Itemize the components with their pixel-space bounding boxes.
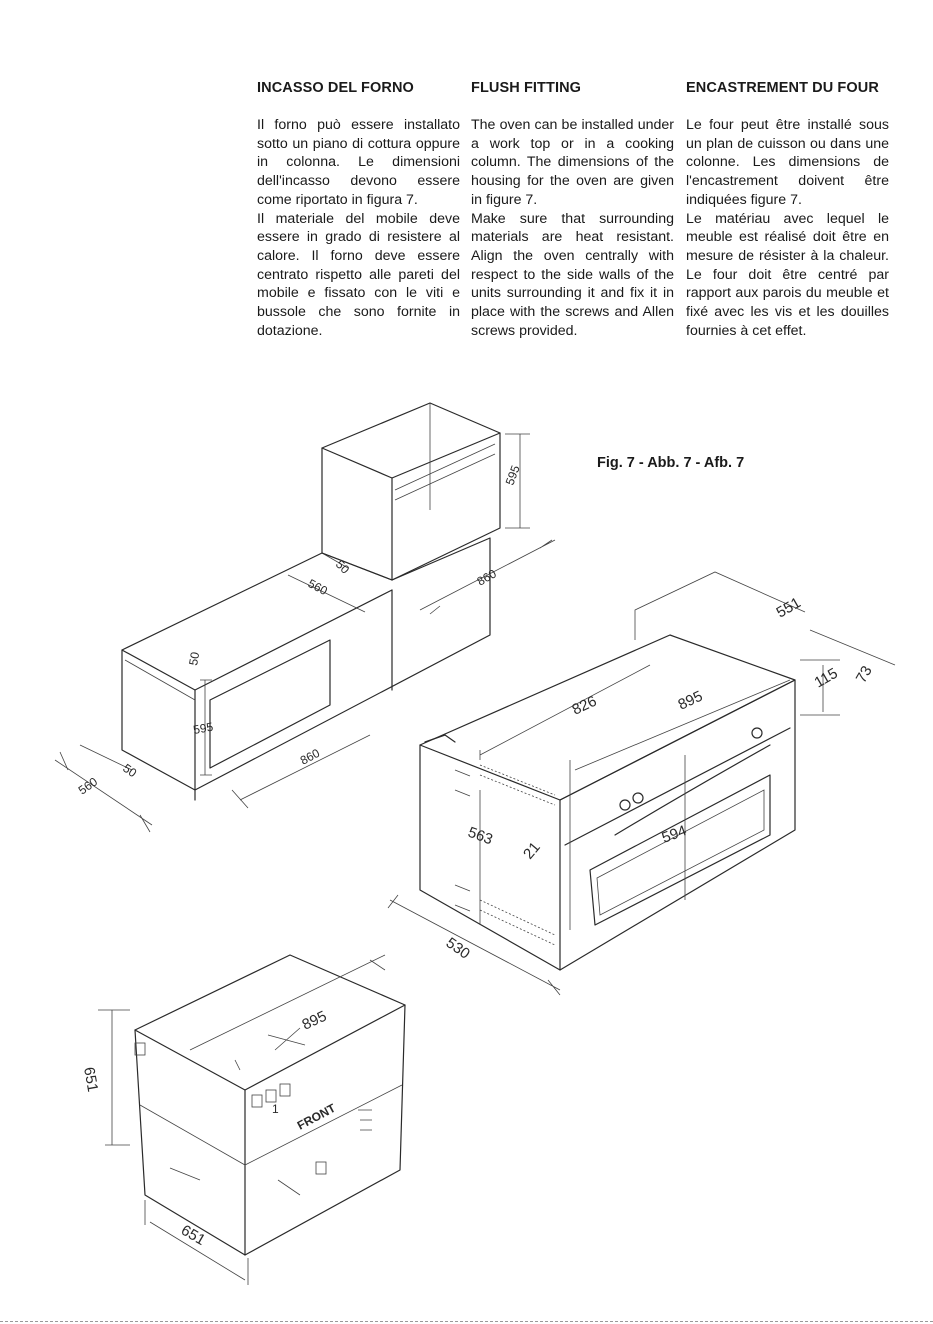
heading-italian: INCASSO DEL FORNO bbox=[257, 80, 414, 96]
dim-oven-inner-width: 826 bbox=[569, 692, 600, 719]
column-cabinet-drawing bbox=[288, 403, 555, 614]
package-page-marker: 1 bbox=[272, 1102, 279, 1116]
dim-oven-front-height: 594 bbox=[659, 822, 689, 847]
paragraph-italian-2: Il materiale del mobile deve essere in grado di resistere al calore. Il forno deve essere centrato rispetto alle pareti del mobile e fissato con le viti e bussole che sono fornite in dotazione. bbox=[257, 210, 460, 339]
dim-oven-total-width: 895 bbox=[675, 687, 706, 714]
paragraph-french-2: Le matériau avec lequel le meuble est réalisé doit être en mesure de résister à la chaleur. Le four doit être centré par rapport aux parois du meuble et fixé avec les vis et les douilles fournies à cet effet. bbox=[686, 210, 889, 339]
dim-oven-body-height: 563 bbox=[465, 823, 495, 849]
paragraph-english-1: The oven can be installed under a work top or in a cooking column. The dimensions of the housing for the oven are given in figure 7. bbox=[471, 117, 674, 208]
dim-undercounter-width: 560 bbox=[75, 774, 101, 798]
paragraph-italian-1: Il forno può essere installato sotto un piano di cottura oppure in colonna. Le dimensioni dell'incasso devono essere come riportato in figura 7. bbox=[257, 117, 460, 208]
base-cabinet-drawing bbox=[55, 538, 490, 832]
dim-column-height: 595 bbox=[502, 463, 523, 488]
dim-package-depth: 651 bbox=[178, 1221, 209, 1249]
dim-oven-side-offset: 21 bbox=[520, 838, 544, 863]
dim-undercounter-gap: 50 bbox=[186, 650, 203, 667]
dim-column-depth: 860 bbox=[474, 566, 499, 589]
dim-column-width: 560 bbox=[305, 576, 330, 599]
package-drawing bbox=[98, 955, 405, 1285]
dim-package-height: 651 bbox=[80, 1065, 102, 1094]
paragraph-english-2: Make sure that surrounding materials are heat resistant. Align the oven centrally with respect to the side walls of the units surrounding it and fix it in place with the screws and Allen screws provided. bbox=[471, 210, 674, 339]
dim-package-width: 895 bbox=[299, 1007, 330, 1034]
heading-english: FLUSH FITTING bbox=[471, 80, 582, 96]
figure-caption: Fig. 7 - Abb. 7 - Afb. 7 bbox=[597, 455, 745, 471]
heading-french: ENCASTREMENT DU FOUR bbox=[686, 80, 879, 96]
dim-column-depth-top: 50 bbox=[332, 557, 353, 577]
dim-undercounter-depth: 860 bbox=[297, 745, 323, 768]
dim-oven-body-depth: 530 bbox=[442, 934, 473, 963]
dim-oven-front-offset: 73 bbox=[852, 663, 876, 686]
dim-undercounter-gap-front: 50 bbox=[120, 760, 140, 781]
oven-drawing bbox=[388, 572, 895, 995]
paragraph-french-1: Le four peut être installé sous un plan de cuisson ou dans une colonne. Les dimensions de l'encastrement doivent être indiquées figure 7. bbox=[686, 117, 889, 208]
dim-oven-depth-top: 551 bbox=[773, 594, 804, 622]
bottom-divider bbox=[0, 1321, 933, 1322]
dim-oven-control-panel: 115 bbox=[811, 664, 841, 692]
dim-undercounter-height: 595 bbox=[192, 719, 215, 737]
package-front-label: FRONT bbox=[294, 1100, 338, 1133]
